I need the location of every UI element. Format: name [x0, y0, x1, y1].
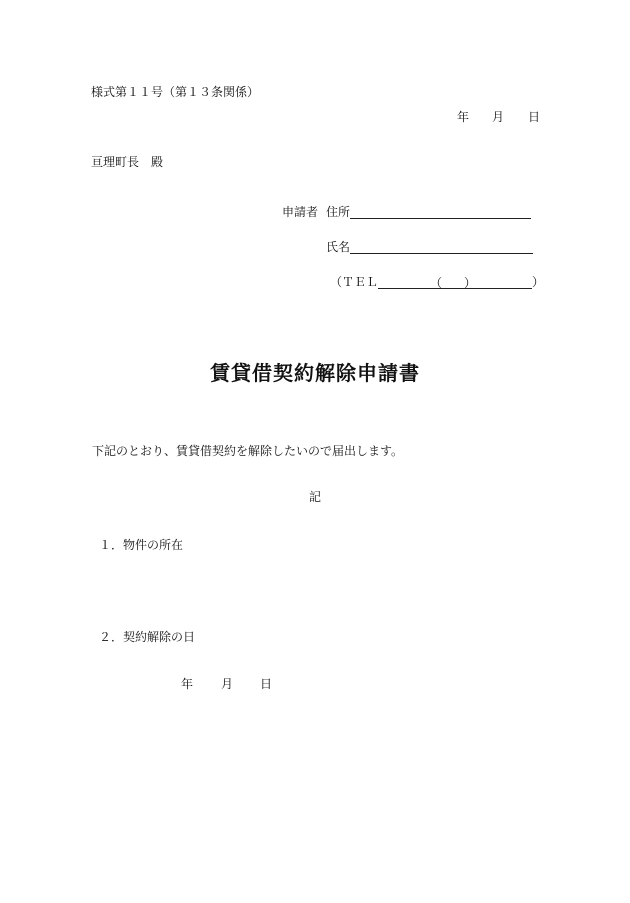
address-field[interactable] [350, 206, 531, 219]
tel-field-2[interactable] [442, 276, 464, 289]
tel-close: ） [532, 275, 545, 289]
name-field[interactable] [350, 241, 533, 254]
addressee [91, 155, 163, 169]
document-title: 賃貸借契約解除申請書 [210, 361, 420, 385]
body-text: 下記のとおり、賃貸借契約を解除したいので届出します。 [92, 444, 404, 458]
cancel-date-day: 日 [260, 677, 273, 691]
address-label: 住所 [326, 205, 351, 219]
cancel-date-year: 年 [181, 677, 194, 691]
addressee-honorific: 殿 [151, 155, 164, 169]
tel-open: （ＴＥＬ [330, 275, 379, 289]
form-number: 様式第１１号（第１３条関係） [91, 85, 260, 99]
tel-field-3[interactable] [476, 276, 532, 289]
date-month: 月 [492, 110, 505, 124]
addressee-name: 亘理町長 [91, 155, 140, 169]
name-label: 氏名 [326, 240, 351, 254]
cancel-date-month: 月 [221, 677, 234, 691]
date-year: 年 [457, 110, 470, 124]
tel-paren-open: （ [430, 276, 443, 290]
applicant-name-row [326, 240, 533, 254]
item-cancel-date: ２．契約解除の日 [99, 630, 196, 644]
applicant-address-row [282, 205, 531, 219]
item-location: １．物件の所在 [99, 538, 184, 552]
applicant-tel-row [330, 275, 544, 289]
ki-label: 記 [308, 490, 321, 504]
applicant-label: 申請者 [282, 205, 319, 219]
date-day: 日 [528, 110, 541, 124]
tel-paren-close: ） [464, 276, 477, 290]
tel-field-1[interactable] [378, 276, 430, 289]
